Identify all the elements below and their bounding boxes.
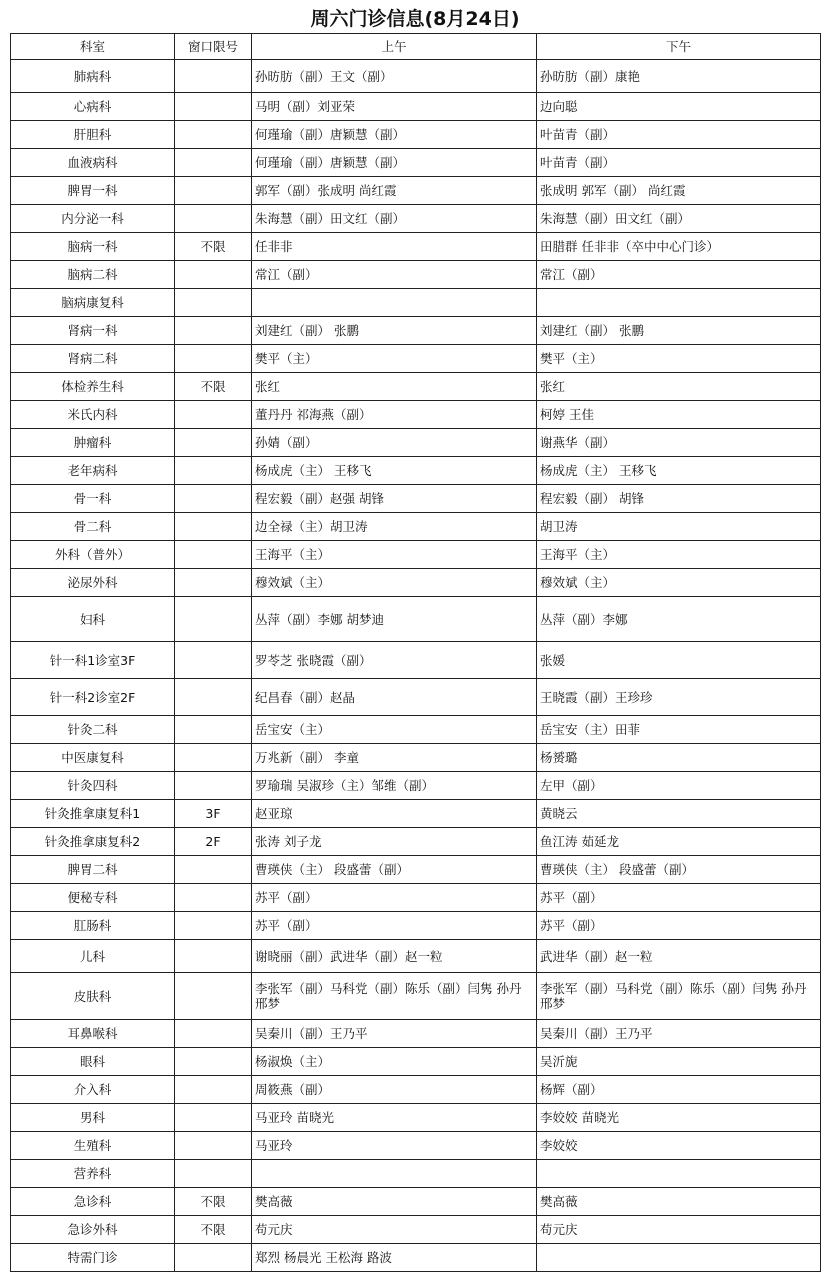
table-row [11,541,821,569]
window-limit-cell [175,569,252,597]
morning-doctors-cell: 赵亚琼 [252,800,537,828]
dept-cell: 介入科 [11,1076,175,1104]
dept-cell: 脑病一科 [11,233,175,261]
dept-cell: 针灸二科 [11,716,175,744]
table-row [11,1244,821,1272]
dept-cell: 针灸推拿康复科1 [11,800,175,828]
morning-doctors-cell: 董丹丹 祁海燕（副） [252,401,537,429]
dept-cell: 肾病一科 [11,317,175,345]
table-row [11,429,821,457]
morning-doctors-cell: 罗苓芝 张晓霞（副） [252,642,537,679]
table-row [11,513,821,541]
morning-doctors-cell: 张涛 刘子龙 [252,828,537,856]
table-row [11,856,821,884]
morning-doctors-cell: 孙昉肪（副）王文（副） [252,60,537,93]
morning-doctors-cell: 朱海慧（副）田文红（副） [252,205,537,233]
afternoon-doctors-cell: 刘建红（副） 张鹏 [537,317,821,345]
afternoon-doctors-cell: 王晓霞（副）王珍珍 [537,679,821,716]
morning-doctors-cell: 樊平（主） [252,345,537,373]
dept-cell: 急诊外科 [11,1216,175,1244]
dept-cell: 脑病二科 [11,261,175,289]
window-limit-cell [175,642,252,679]
afternoon-doctors-cell: 吴秦川（副）王乃平 [537,1020,821,1048]
afternoon-doctors-cell [537,1244,821,1272]
morning-doctors-cell: 穆效斌（主） [252,569,537,597]
afternoon-doctors-cell: 穆效斌（主） [537,569,821,597]
window-limit-cell [175,716,252,744]
table-row [11,597,821,642]
morning-doctors-cell: 郑烈 杨晨光 王松海 路波 [252,1244,537,1272]
window-limit-cell: 不限 [175,1216,252,1244]
window-limit-cell: 不限 [175,1188,252,1216]
morning-doctors-cell: 孙婧（副） [252,429,537,457]
window-limit-cell [175,93,252,121]
window-limit-cell [175,912,252,940]
table-row [11,744,821,772]
window-limit-cell [175,1048,252,1076]
morning-doctors-cell: 任非非 [252,233,537,261]
dept-cell: 肛肠科 [11,912,175,940]
window-limit-cell: 不限 [175,373,252,401]
window-limit-cell [175,457,252,485]
table-row [11,1020,821,1048]
table-row [11,1216,821,1244]
table-row [11,884,821,912]
afternoon-doctors-cell: 常江（副） [537,261,821,289]
dept-cell: 内分泌一科 [11,205,175,233]
dept-cell: 生殖科 [11,1132,175,1160]
table-row [11,940,821,973]
dept-cell: 男科 [11,1104,175,1132]
table-row [11,485,821,513]
window-limit-cell [175,149,252,177]
afternoon-doctors-cell: 岳宝安（主）田菲 [537,716,821,744]
dept-cell: 针灸推拿康复科2 [11,828,175,856]
window-limit-cell: 不限 [175,233,252,261]
afternoon-doctors-cell: 张红 [537,373,821,401]
morning-doctors-cell: 王海平（主） [252,541,537,569]
table-row [11,1076,821,1104]
morning-doctors-cell: 张红 [252,373,537,401]
morning-doctors-cell: 边全禄（主）胡卫涛 [252,513,537,541]
dept-cell: 肺病科 [11,60,175,93]
afternoon-doctors-cell: 边向聪 [537,93,821,121]
window-limit-cell [175,679,252,716]
dept-cell: 耳鼻喉科 [11,1020,175,1048]
afternoon-doctors-cell: 杨成虎（主） 王移飞 [537,457,821,485]
header-window: 窗口限号 [175,34,252,60]
afternoon-doctors-cell: 李张军（副）马科党（副）陈乐（副）闫隽 孙丹 邢梦 [537,973,821,1020]
afternoon-doctors-cell: 吴沂旎 [537,1048,821,1076]
window-limit-cell [175,940,252,973]
dept-cell: 心病科 [11,93,175,121]
dept-cell: 针一科1诊室3F [11,642,175,679]
dept-cell: 肾病二科 [11,345,175,373]
window-limit-cell [175,60,252,93]
morning-doctors-cell: 苟元庆 [252,1216,537,1244]
dept-cell: 针灸四科 [11,772,175,800]
header-dept: 科室 [11,34,175,60]
afternoon-doctors-cell: 李姣姣 [537,1132,821,1160]
dept-cell: 儿科 [11,940,175,973]
dept-cell: 肿瘤科 [11,429,175,457]
morning-doctors-cell: 苏平（副） [252,884,537,912]
window-limit-cell [175,597,252,642]
morning-doctors-cell: 曹瑛侠（主） 段盛蕾（副） [252,856,537,884]
afternoon-doctors-cell: 杨辉（副） [537,1076,821,1104]
clinic-schedule-table [10,33,821,1272]
afternoon-doctors-cell: 谢燕华（副） [537,429,821,457]
table-row [11,149,821,177]
morning-doctors-cell [252,1160,537,1188]
afternoon-doctors-cell: 田腊群 任非非（卒中中心门诊） [537,233,821,261]
table-row [11,60,821,93]
table-row [11,800,821,828]
table-row [11,679,821,716]
window-limit-cell [175,1132,252,1160]
morning-doctors-cell: 李张军（副）马科党（副）陈乐（副）闫隽 孙丹 邢梦 [252,973,537,1020]
afternoon-doctors-cell: 苟元庆 [537,1216,821,1244]
afternoon-doctors-cell: 樊高薇 [537,1188,821,1216]
dept-cell: 便秘专科 [11,884,175,912]
header-row [11,34,821,60]
table-row [11,373,821,401]
dept-cell: 营养科 [11,1160,175,1188]
window-limit-cell [175,1104,252,1132]
window-limit-cell: 3F [175,800,252,828]
window-limit-cell [175,513,252,541]
afternoon-doctors-cell: 黄晓云 [537,800,821,828]
window-limit-cell [175,1160,252,1188]
afternoon-doctors-cell [537,1160,821,1188]
morning-doctors-cell: 程宏毅（副）赵强 胡锋 [252,485,537,513]
morning-doctors-cell: 杨淑焕（主） [252,1048,537,1076]
morning-doctors-cell: 马亚玲 苗晓光 [252,1104,537,1132]
dept-cell: 体检养生科 [11,373,175,401]
window-limit-cell [175,772,252,800]
table-row [11,121,821,149]
afternoon-doctors-cell: 曹瑛侠（主） 段盛蕾（副） [537,856,821,884]
table-row [11,642,821,679]
afternoon-doctors-cell: 胡卫涛 [537,513,821,541]
table-row [11,317,821,345]
window-limit-cell [175,1244,252,1272]
afternoon-doctors-cell: 苏平（副） [537,884,821,912]
window-limit-cell [175,317,252,345]
window-limit-cell [175,485,252,513]
table-row [11,973,821,1020]
morning-doctors-cell: 马亚玲 [252,1132,537,1160]
afternoon-doctors-cell: 叶苗青（副） [537,149,821,177]
morning-doctors-cell: 樊高薇 [252,1188,537,1216]
table-row [11,1132,821,1160]
window-limit-cell [175,1076,252,1104]
window-limit-cell [175,429,252,457]
afternoon-doctors-cell: 鱼江涛 茹延龙 [537,828,821,856]
dept-cell: 脾胃一科 [11,177,175,205]
afternoon-doctors-cell: 王海平（主） [537,541,821,569]
window-limit-cell [175,973,252,1020]
morning-doctors-cell: 岳宝安（主） [252,716,537,744]
dept-cell: 血液病科 [11,149,175,177]
dept-cell: 米氏内科 [11,401,175,429]
morning-doctors-cell: 万兆新（副） 李童 [252,744,537,772]
table-row [11,1104,821,1132]
dept-cell: 骨二科 [11,513,175,541]
morning-doctors-cell: 郭军（副）张成明 尚红霞 [252,177,537,205]
dept-cell: 皮肤科 [11,973,175,1020]
morning-doctors-cell: 何瑾瑜（副）唐颖慧（副） [252,121,537,149]
afternoon-doctors-cell: 李姣姣 苗晓光 [537,1104,821,1132]
morning-doctors-cell [252,289,537,317]
header-am: 上午 [252,34,537,60]
window-limit-cell [175,121,252,149]
table-row [11,1048,821,1076]
window-limit-cell [175,884,252,912]
table-row [11,912,821,940]
dept-cell: 脑病康复科 [11,289,175,317]
window-limit-cell [175,205,252,233]
afternoon-doctors-cell: 朱海慧（副）田文红（副） [537,205,821,233]
afternoon-doctors-cell: 张成明 郭军（副） 尚红霞 [537,177,821,205]
schedule-page [10,6,820,1272]
dept-cell: 骨一科 [11,485,175,513]
window-limit-cell [175,401,252,429]
page-title: 周六门诊信息(8月24日) [310,8,520,30]
dept-cell: 特需门诊 [11,1244,175,1272]
afternoon-doctors-cell [537,289,821,317]
window-limit-cell [175,856,252,884]
afternoon-doctors-cell: 孙昉肪（副）康艳 [537,60,821,93]
table-row [11,457,821,485]
morning-doctors-cell: 纪昌春（副）赵晶 [252,679,537,716]
dept-cell: 针一科2诊室2F [11,679,175,716]
schedule-body [11,60,821,1272]
afternoon-doctors-cell: 武进华（副）赵一粒 [537,940,821,973]
table-row [11,93,821,121]
table-row [11,261,821,289]
table-row [11,828,821,856]
morning-doctors-cell: 丛萍（副）李娜 胡梦迪 [252,597,537,642]
afternoon-doctors-cell: 樊平（主） [537,345,821,373]
header-pm: 下午 [537,34,821,60]
morning-doctors-cell: 罗瑜瑞 吴淑珍（主）邹维（副） [252,772,537,800]
morning-doctors-cell: 刘建红（副） 张鹏 [252,317,537,345]
morning-doctors-cell: 马明（副）刘亚荣 [252,93,537,121]
afternoon-doctors-cell: 杨赟璐 [537,744,821,772]
table-row [11,345,821,373]
table-row [11,1188,821,1216]
table-row [11,716,821,744]
table-row [11,772,821,800]
dept-cell: 妇科 [11,597,175,642]
dept-cell: 外科（普外） [11,541,175,569]
window-limit-cell [175,541,252,569]
afternoon-doctors-cell: 程宏毅（副） 胡锋 [537,485,821,513]
morning-doctors-cell: 周筱燕（副） [252,1076,537,1104]
table-row [11,205,821,233]
dept-cell: 脾胃二科 [11,856,175,884]
morning-doctors-cell: 何瑾瑜（副）唐颖慧（副） [252,149,537,177]
dept-cell: 老年病科 [11,457,175,485]
table-row [11,177,821,205]
morning-doctors-cell: 苏平（副） [252,912,537,940]
table-row [11,569,821,597]
window-limit-cell [175,261,252,289]
morning-doctors-cell: 吴秦川（副）王乃平 [252,1020,537,1048]
dept-cell: 肝胆科 [11,121,175,149]
afternoon-doctors-cell: 叶苗青（副） [537,121,821,149]
window-limit-cell [175,177,252,205]
afternoon-doctors-cell: 柯婷 王佳 [537,401,821,429]
window-limit-cell: 2F [175,828,252,856]
dept-cell: 中医康复科 [11,744,175,772]
morning-doctors-cell: 杨成虎（主） 王移飞 [252,457,537,485]
afternoon-doctors-cell: 左甲（副） [537,772,821,800]
table-row [11,401,821,429]
afternoon-doctors-cell: 张媛 [537,642,821,679]
dept-cell: 眼科 [11,1048,175,1076]
window-limit-cell [175,289,252,317]
afternoon-doctors-cell: 苏平（副） [537,912,821,940]
table-row [11,289,821,317]
afternoon-doctors-cell: 丛萍（副）李娜 [537,597,821,642]
table-row [11,233,821,261]
dept-cell: 泌尿外科 [11,569,175,597]
morning-doctors-cell: 常江（副） [252,261,537,289]
table-row [11,1160,821,1188]
dept-cell: 急诊科 [11,1188,175,1216]
morning-doctors-cell: 谢晓丽（副）武进华（副）赵一粒 [252,940,537,973]
window-limit-cell [175,744,252,772]
window-limit-cell [175,345,252,373]
window-limit-cell [175,1020,252,1048]
